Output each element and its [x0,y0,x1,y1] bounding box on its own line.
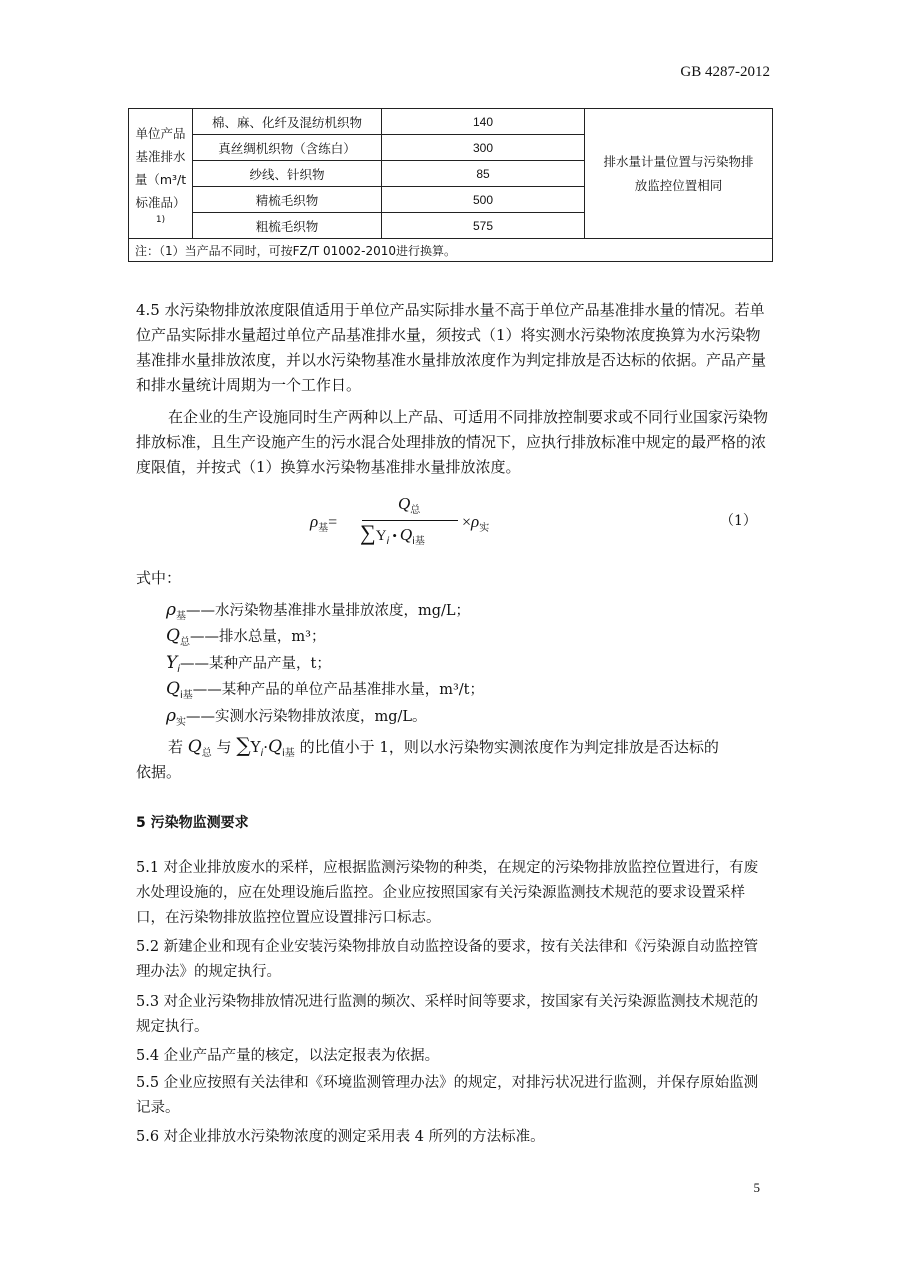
category-cell [129,109,193,239]
category-footnote-mark: 1) [155,214,166,225]
ratio-sum: ∑ [236,733,251,757]
product-cell: 精梳毛织物 [193,187,382,213]
value-cell: 85 [382,161,585,187]
clause-5-6: 5.6 对企业排放水污染物浓度的测定采用表 4 所列的方法标准。 [136,1129,545,1145]
remark-line: 放监控位置相同 [634,177,723,193]
clause-5-3: 5.3 对企业污染物排放情况进行监测的频次、采样时间等要求，按国家有关污染源监测技术规范的规定执行。 [136,994,759,1035]
ratio-q-sub: 总 [201,748,212,759]
value-cell: 575 [382,213,585,239]
formula-num-sub: 总 [410,505,421,516]
clause-5-2: 5.2 新建企业和现有企业安装污染物排放自动监控设备的要求，按有关法律和《污染源自动监控管理办法》的规定执行。 [136,939,759,980]
def-subscript: 实 [176,717,186,728]
formula-denominator [360,520,425,547]
def-text: ——某种产品的单位产品基准排水量，m³/t； [192,682,484,698]
formula-den-dot: • [392,528,397,543]
formula-rhs [462,512,489,534]
formula-rho: ρ [310,512,319,531]
def-subscript: 总 [179,637,190,648]
drainage-table [128,108,773,262]
ratio-q: Q [187,737,202,757]
formula-lhs-sub: 基 [318,523,329,534]
where-label: 式中： [136,569,182,587]
formula-lhs [310,512,337,534]
def-text: ——实测水污染物排放浓度，mg/L。 [186,709,427,725]
category-line: 单位产品 [135,125,186,141]
formula-times: × [462,514,472,531]
value-cell: 140 [382,109,585,135]
formula-numerator [398,494,420,516]
category-line: 量（m³/t [134,171,187,187]
formula-den-q: Q [399,525,413,544]
def-text: ——水污染物基准排水量排放浓度，mg/L； [186,603,471,619]
value-cell: 500 [382,187,585,213]
value-cell: 300 [382,135,585,161]
standard-number: GB 4287-2012 [680,64,770,80]
ratio-pre: 若 [168,738,184,756]
formula-equals: = [328,514,338,531]
category-line: 基准排水 [135,148,186,164]
definition-item [166,678,484,701]
table-note-row [129,239,773,262]
formula-1 [310,494,510,550]
ratio-q2: Q [268,737,282,757]
formula-rho-sub: 实 [479,523,490,534]
remark-line: 排水量计量位置与污染物排 [603,153,754,169]
definition-item [166,705,427,728]
formula-rho-measured: ρ [471,512,480,531]
def-text: ——排水总量，m³； [189,629,326,645]
def-symbol: Q [166,626,180,646]
clause-5-4: 5.4 企业产品产量的核定，以法定报表为依据。 [136,1048,440,1064]
paragraph-multi-product: 在企业的生产设施同时生产两种以上产品、可适用不同排放控制要求或不同行业国家污染物排放标准，且生产设施产生的污水混合处理排放的情况下，应执行排放标准中规定的最严格的浓度限值，并按式（1）换算水污染物基准排水量排放浓度。 [136,408,769,476]
definition-item [166,652,331,675]
ratio-i: i [260,748,264,759]
ratio-y: Y [250,738,261,756]
def-subscript: i [177,664,181,675]
remark-cell [585,109,773,239]
category-line: 标准品） [135,194,186,210]
equation-number: （1） [720,513,757,529]
ratio-q2-sub: i基 [282,748,295,759]
clause-5-5: 5.5 企业应按照有关法律和《环境监测管理办法》的规定，对排污状况进行监测，并保存原始监测记录。 [136,1075,759,1116]
def-symbol: ρ [166,600,176,620]
page-number: 5 [753,1180,760,1195]
clause-5-1: 5.1 对企业排放废水的采样，应根据监测污染物的种类，在规定的污染物排放监控位置进行，有废水处理设施的，应在处理设施后监控。企业应按照国家有关污染源监测技术规范的要求设置采样口，在污染物排放监控位置应设置排污口标志。 [136,860,759,926]
ratio-post: 的比值小于 1，则以水污染物实测浓度作为判定排放是否达标的 [299,738,719,756]
formula-den-y: Y [375,528,387,544]
def-text: ——某种产品产量，t； [180,656,331,672]
formula-num-q: Q [398,494,411,513]
ratio-with: 与 [216,738,232,756]
def-symbol: ρ [166,706,176,726]
product-cell: 纱线、针织物 [193,161,382,187]
product-cell: 粗梳毛织物 [193,213,382,239]
formula-den-i: i [386,536,390,547]
ratio-paragraph-line2: 依据。 [136,763,182,781]
section-5-heading: 5 污染物监测要求 [136,815,249,831]
ratio-dot: · [263,738,269,756]
product-cell: 真丝绸机织物（含练白） [193,135,382,161]
definition-item [166,625,326,648]
paragraph-4-5: 4.5 水污染物排放浓度限值适用于单位产品实际排水量不高于单位产品基准排水量的情况。若单位产品实际排水量超过单位产品基准排水量，须按式（1）将实测水污染物浓度换算为水污染物基准排水量排放浓度，并以水污染物基准水量排放浓度作为判定排放是否达标的依据。产品产量和排水量统计周期为一个工作日。 [136,301,767,394]
table-row [129,109,773,135]
def-subscript: 基 [176,611,186,622]
table-note: 注：（1）当产品不同时，可按FZ/T 01002-2010进行换算。 [129,239,773,262]
def-symbol: Y [166,653,178,673]
def-subscript: i基 [179,690,193,701]
definition-item [166,599,470,622]
product-cell: 棉、麻、化纤及混纺机织物 [193,109,382,135]
def-symbol: Q [166,679,180,699]
formula-den-q-sub: i基 [412,536,425,547]
sum-symbol: ∑ [360,520,376,545]
